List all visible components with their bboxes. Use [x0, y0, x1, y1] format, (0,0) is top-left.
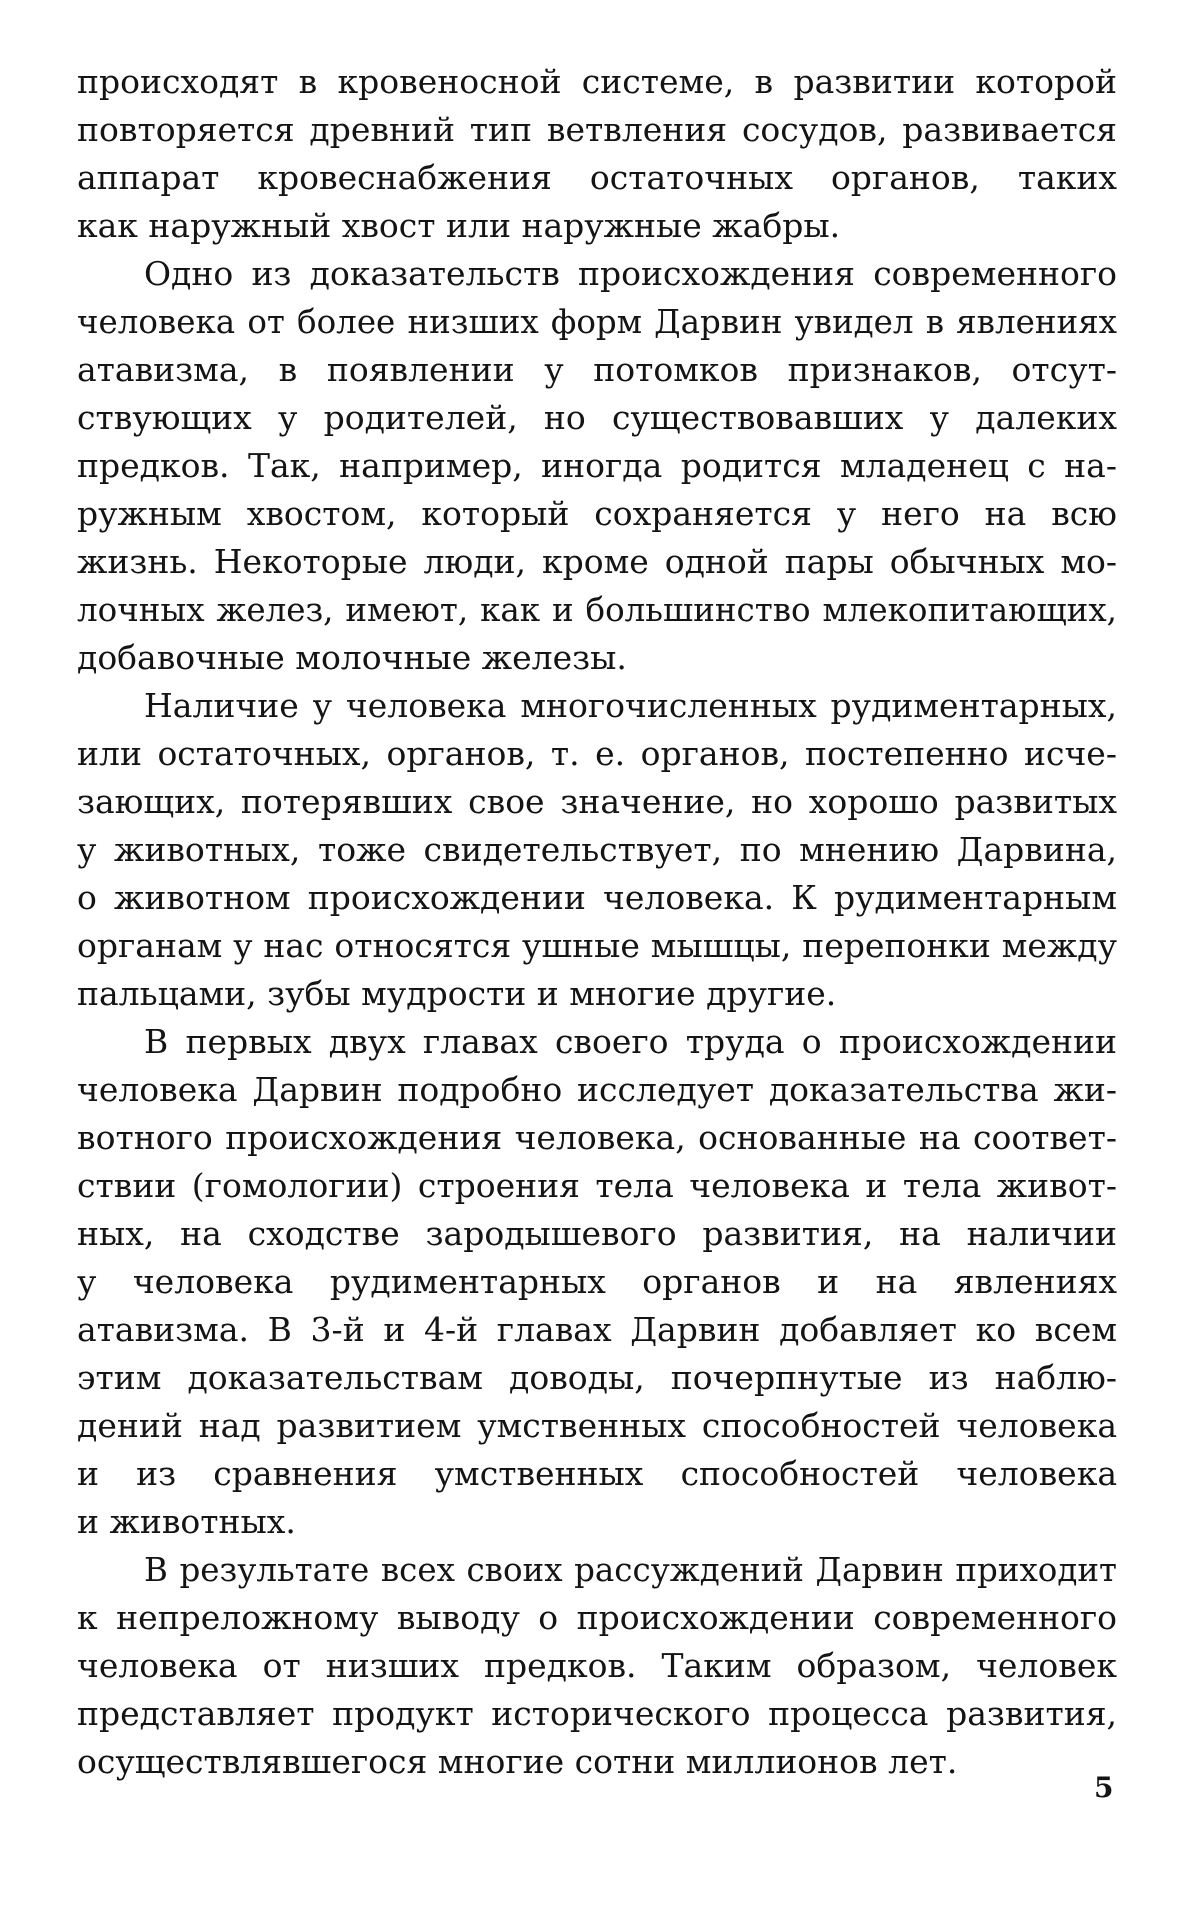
text-line: как наружный хвост или наружные жабры.: [77, 206, 841, 245]
text-line: человека от низших предков. Таким образом, человек: [77, 1646, 1117, 1685]
text-line: Наличие у человека многочисленных рудиментарных,: [144, 686, 1117, 725]
text-line: и из сравнения умственных способностей человека: [77, 1454, 1117, 1493]
text-line: жизнь. Некоторые люди, кроме одной пары обычных мо-: [77, 542, 1117, 581]
paragraph: [77, 58, 1117, 250]
paragraph: [77, 1018, 1117, 1546]
text-line: органам у нас относятся ушные мышцы, перепонки между: [77, 926, 1117, 965]
text-line: лочных желез, имеют, как и большинство млекопитающих,: [77, 591, 1117, 629]
text-line: и животных.: [77, 1502, 296, 1541]
text-line: у животных, тоже свидетельствует, по мнению Дарвина,: [77, 830, 1117, 869]
text-line: о животном происхождении человека. К рудиментарным: [77, 878, 1117, 917]
text-line: дений над развитием умственных способностей человека: [77, 1406, 1117, 1445]
text-line: В первых двух главах своего труда о происхождении: [144, 1022, 1117, 1061]
text-line: В результате всех своих рассуждений Дарвин приходит: [144, 1551, 1117, 1589]
text-line: человека Дарвин подробно исследует доказательства жи-: [77, 1070, 1117, 1109]
text-line: ружным хвостом, который сохраняется у него на всю: [77, 494, 1117, 533]
text-line: или остаточных, органов, т. е. органов, постепенно исче-: [77, 734, 1117, 773]
text-line: к непреложному выводу о происхождении современного: [77, 1598, 1117, 1637]
paragraph: [77, 250, 1117, 682]
text-line: этим доказательствам доводы, почерпнутые из наблю-: [77, 1358, 1117, 1397]
text-line: ствующих у родителей, но существовавших у далеких: [77, 398, 1117, 437]
text-line: аппарат кровеснабжения остаточных органов, таких: [77, 158, 1117, 197]
text-line: у человека рудиментарных органов и на явлениях: [77, 1262, 1117, 1301]
text-line: происходят в кровеносной системе, в развитии которой: [77, 62, 1117, 101]
body-text: [77, 58, 1117, 1786]
text-line: ных, на сходстве зародышевого развития, на наличии: [77, 1214, 1117, 1253]
paragraph: [77, 682, 1117, 1018]
text-line: человека от более низших форм Дарвин увидел в явлениях: [77, 303, 1117, 341]
text-line: зающих, потерявших свое значение, но хорошо развитых: [77, 782, 1117, 821]
text-line: вотного происхождения человека, основанные на соответ-: [77, 1118, 1117, 1157]
text-line: атавизма, в появлении у потомков признаков, отсут-: [77, 350, 1117, 389]
text-line: пальцами, зубы мудрости и многие другие.: [77, 974, 837, 1013]
text-line: ствии (гомологии) строения тела человека и тела живот-: [77, 1166, 1117, 1205]
text-line: повторяется древний тип ветвления сосудов, развивается: [77, 110, 1117, 149]
text-line: добавочные молочные железы.: [77, 638, 627, 677]
text-line: осуществлявшегося многие сотни миллионов лет.: [77, 1742, 958, 1781]
text-line: Одно из доказательств происхождения современного: [144, 254, 1117, 293]
text-line: атавизма. В 3-й и 4-й главах Дарвин добавляет ко всем: [77, 1310, 1117, 1349]
page-number: 5: [1094, 1771, 1114, 1804]
text-line: предков. Так, например, иногда родится младенец с на-: [77, 446, 1117, 485]
paragraph: [77, 1546, 1117, 1786]
text-line: представляет продукт исторического процесса развития,: [77, 1694, 1117, 1733]
